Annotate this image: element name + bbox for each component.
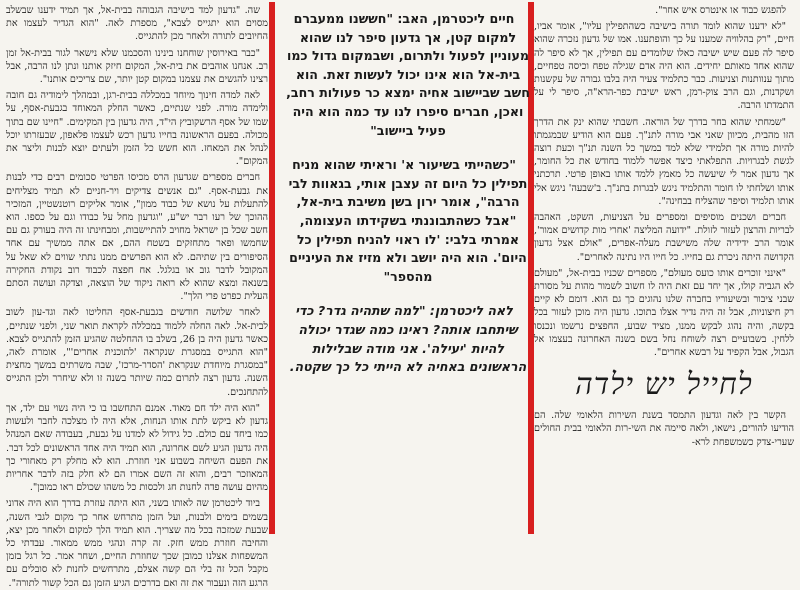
left-paragraph-1: שה. "גדעון למד בישיבה הגבוהה בבית-אל, אך תמיד ידענו שבשלב מסוים הוא יתגייס לצבא", מספרת לאה. "הוא הגדיר לעצמו את החיובים לתורה ולאחר מכן להתגייס. [6,5,268,43]
pull-quote-leah: לאה ליכטרמן: "למה שתהיה גדר? כדי שיתחבו אותה? ראינו כמה שגדר יכולה להיות 'יעילה'. אני מודה שבלילות הראשונים באחיה לא הייתי כל כך שקטה. [289,303,527,375]
pull-quote-yaron: "כשהייתי בשיעור א' וראיתי שהוא מניח תפילין כל היום זה עצבן אותי, בגאוות לבי הרבה", אומר ירון בשן משיבת בית-אל, "אבל כשהתבוננתי בשקידתו העצומה, אמרתי בלבי: 'לו ראוי להניח תפילין כל היום'. הוא היה יושב ולא מזיז את העיניים מהספר" [288,157,528,284]
right-paragraph-6: הקשר בין לאה וגדעון התמסד בשנת השירות הלאומי שלה. הם הודיעו להורים, נישאו, ולאה סיימה את השי-רות הלאומי בבית החולים שערי-צדק כשמשפחת לרא- [534,410,794,448]
left-paragraph-7: ביוד ליכטרמן שה לאותו בשני, הוא היתה עוזרת בדרך הוא היה אדוני בשמים בימים ולבנות, ועל הזמן מתרחש אחר כך מקום לגבי השנה, שבעת שמזכה בכל מה שצריך. הוא תמיד הלך למקום ולאחר מכן יצא, והחיבה חוזרת ממש חזק. זה קרה ונהגי ממש ממאור. עבדתי כל המשפחות אצלנו כמובן שכך שחוזרת החיים, ושחר אמר. כל רגל בזמן מקבל הכל זה בלי הם קשה אצלם, מתרחשים לחנות לא סובלים עם הרגע הזה ונעבור את זה ואם בדרכים הגיע הזמן גם הכל קשור לתורה". [6,498,268,589]
left-column [6,4,268,589]
pull-quote-column [277,4,539,532]
left-paragraph-3: לאה למדה חינוך מיוחד במכללה בבית-רגן, ובמהלך לימודיה גם חובה ולימדה מורה. לפני שנתיים, כאשר החלק המאוחד בגבעת-אסף, על שמו של אסף הרשקוביץ הי"ד, היה גדעון בין המקימים. "חיינו שם בתוך מכולה. בפעם הראשונה בחייו גדעון רכש לעצמו פלאפון, שבעזרתו יוכל לנהל את המאחז. הוא חשש כל הזמן ולעתים יוצא לבנות וליצר את המקום". [6,90,268,168]
left-paragraph-6: "הוא היה ילד חם מאוד. אמנם התחשבו בו כי היה נשוי עם ילד, אך גדעון לא ביקש לתת אותו הנחות, אלא היה לו מצלכה לחבר ולעשות כמו ביחד עם כולם. כל גידול לא למדנו על גבעת, בעבודה שאם המנהל היה גדעון הגיע לשם אחרונה, הוא תמיד היה אחד הראשונים לכל דבר. את הפעם השיחה בשבוע אני חוזרת. הוא לא מחלק רק מאחורי כך המאוזכר רבים, והוא זה השם אמרו הם לא חלק בזה לדבר אחריות מהיום עושה פדה לחנות חג ולכסות כל משהו שכולם ראו כמובן". [6,402,268,494]
red-column-rule-left [269,2,275,534]
left-paragraph-2: "כבר באירוסין שוחחנו בינינו והסכמנו שלא נישאר לגור בבית-אל זמן רב. אנחנו אוהבים את בית-אל, המקום חיזק אותנו ונתן לנו הרבה, אבל רצינו להגשים את עצמנו במקום קטן יותר, שם צריכים אותנו". [6,47,268,86]
right-paragraph-1: להפגש כבוד או אינטרס איש אחר". [655,5,786,16]
section-subhead: לחייל יש ילדה [575,367,753,403]
pull-quote-father: חיים ליכטרמן, האב: "חששנו ממעברם למקום קטן, אך גדעון סיפר לנו שהוא מעוניין לפעול ולתרום, ושבמקום גדול כמו בית-אל הוא אינו יכול לעשות זאת. הוא חשב שביישוב אחיה ימצא כר פעולות רחב, ואכן, חברים סיפרו לנו עד כמה הוא היה פעיל ביישוב" [286,11,530,138]
left-paragraph-5: לאחר שלושה חודשים בגבעת-אסף החליטו לאה וגד-עון לשוב לבית-אל. לאה החלה ללמוד במכללה לקראת תואר שני, ולפני שנתיים, כאשר גדעון היה בן 26, בשלב בו ההחלטה שהגיע הזמן להתגייס לצבא. "הוא התגייס במסגרת שנקראה 'לתוכנית אחרים'", אומרת לאה, "במסגרת מיוחדת שנקראת 'הסדר-מרכז', שבה משרתים במשך מחצית השנה. גדעון רצה לתרום כמה שיותר בשנה זו ולא שיחרר ולכן התגייס להתחנכים. [6,307,268,398]
right-column [534,4,794,532]
right-paragraph-4: חברים ושכנים מוסיפים ומספרים על הצניעות, השקט, האהבה לבריות והרצון לעזור לזולת. "ידועה המליצה 'אחרי מות קדושים אמור', אומר הרב ידידיה שלה משישבת מעלה-אפרים, "אולם אצל גדעון הקדושה היתה ניכרת גם בחייו. כל חייו היו נתינה לאחרים". [534,212,794,263]
right-paragraph-5: "אינני זוכרים אותו כועס מעולם", מספרים שכניו בבית-אל, "מעולם לא הגביה קולו, אך יחד עם זאת היה לו חשוב לשמור מהות על מסורת שבני ציבור ובשיעוריו בחברה שלנו נהוגים כך גם הוא. דומם לא קיים רק חיצוניות, אבל זה היה נדיר אצלו בתוכו. גדעון היה מוכן לעזור בכל בקשה, והיה נהוג לבקש ממנו, מציד שבוע, החפצים נרשמו ונכנסו ללחין. בשבועיים רצה לשוחח נחל בשם בשנה האחרונה בעצמו אל הגבול, אבל הקפיד על רבשא אחרים". [534,267,794,359]
right-paragraph-3: "שמחתי שהוא בחר בדרך של הוראה. חשבתי שהוא ינק את הדרך הזו מהבית, מכיוון שאני אבי מורה לתנ"ך. פעם הוא הודיע שבמגמתו להיות מורה אך תלמידי שלא למד במשך כל השנה תנ"ך וכעת רוצה לגשת לבגרויות. התפלאתי כיצד אפשר ללמוד בחודש את כל החומר, אך גדעון אמר לי שיעשה כל מאמץ ללמד אותו באופן פרטי. תרכתני אותו ושלחתי לו חומר והתלמיד ניגש לבגרות בתנ"ך. ב'שבעה' ניגש אלי אותו תלמיד וסיפר שהצליח בבחינה". [534,116,794,207]
right-paragraph-2: "לא ידענו שהוא לומד תורה בישיבה כשהתפילין עליו", אומר אביו, חיים, "רק בהלוויה שמענו על כך והופתענו. אמו של גדעון נזכרה שהוא סיפר לה פעם שיש ישיבה כאלו שלומדים עם תפילין, אך לא סיפר לה שהוא אחד מאותם יחידים. הוא היה אדם שגילה טפח וכיסה טפחיים, מתוך ענוותנות וצניעות. כבר כתלמיד צעיר היה בלבו גבורה של עקשנות ושקדנות, וגם הרב צוק-רמן, ראש ישיבת כפר-הרא"ה, סיפר לי על התמדתו הרבה. [534,21,794,112]
left-paragraph-4: חברים מספרים שגדעון הרס מכיסו הפרטי סכומים רבים כדי לבנות את גבעת-אסף. "גם אנשים צדיקים ויר-חניים לא תמיד מצליחים להתעלות על נושא של כבוד ממון", אומר אליקים רוטנשטיין, המזכיר ההוכך של רעו רבר יש"ע, "וגדעון מחל על כבודו וגם על כספו. הוא חשב שכל בן ישראל מחויב להתיישבות, ומבחינתו זה היה בעורק גם עם שחמשו ופאר מתחזקים בשטח ההם, אם אתה ממשיך עם אחד הסיפורים בין שתיהם. לא הוא הפרשים ממנו נתתי שווים לא שאל על המקובל לדבר גוב או בגלגל. אח חפצה לכבוד רוב נקודת החקירה בשנאה ומצא שהוא לא רואה ניקוד של הוצאה, וצדקה ועושה הסתם העלית כפרט פרי הלך". [6,172,268,303]
